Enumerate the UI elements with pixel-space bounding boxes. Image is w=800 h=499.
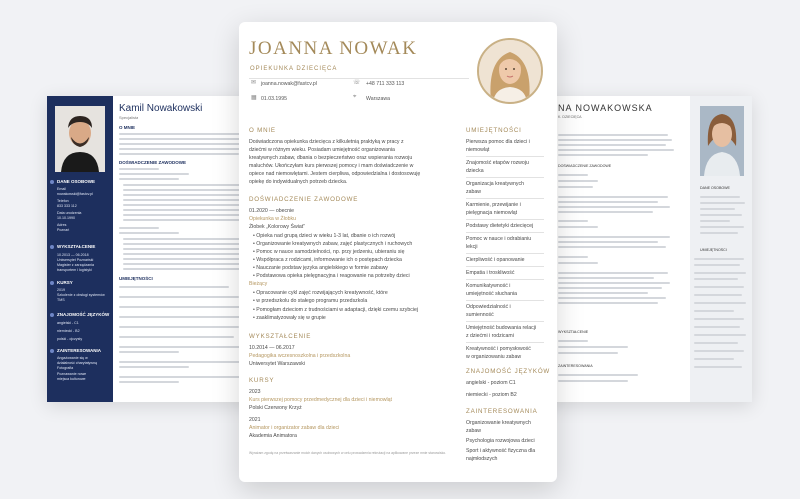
consent-clause: Wyrażam zgodę na przetwarzanie moich danych osobowych w celu prowadzenia rekrutacji na aplikowane przeze mnie stanowisko. [249,451,447,455]
right-cv-sidebar [690,96,752,402]
cv-subtitle: K. DZIECIĘCA [558,115,582,119]
section-heading: ZAINTERESOWANIA [558,364,593,368]
location-icon: ⌖ [353,94,357,100]
section-heading: WYKSZTAŁCENIE [57,244,96,249]
section-heading: DANE OSOBOWE [700,186,730,190]
email-icon: ✉ [251,80,257,86]
avatar [477,38,543,104]
section-heading: ZNAJOMOŚĆ JĘZYKÓW [57,312,110,317]
section-heading: ZNAJOMOŚĆ JĘZYKÓW [466,368,551,375]
phone-icon: ☏ [353,80,361,86]
section-heading: UMIEJĘTNOŚCI [119,276,153,281]
cv-template-center[interactable]: JOANNA NOWAK OPIEKUNKA DZIECIĘCA ✉ joanna.nowak@fastcv.pl ☏ +48 711 333 113 ▦ 01.03.1995 ⌖ Warszawa O MNIE Doświadczona opiekunka dziecięca z kilkuletnią praktyką w pracy z dziećmi w różnym wieku. Posiadam umiejętność organizowania kreatywnych zabaw, dbania o bezpieczeństwo oraz wspierania rozwoju maluchów. Ukończyłam kurs pierwszej pomocy i mam doświadczenie w opiece nad niemowlętami. Jestem cierpliwa, odpowiedzialna i dostosowuję opiekę do indywidualnych potrzeb dziecka. DOŚWIADCZENIE ZAWODOWE 01.2020 — obecnie Opiekunka w Żłobku Żłobek „Kolorowy Świat” • Opieka nad grupą dzieci w wieku 1-3 lat, dbanie o ich rozwój • Organizowanie kreatywnych zabaw, zajęć plastycznych i ruchowych • Pomoc w nauce samodzielności, np. przy jedzeniu, ubieraniu się • Współpraca z rodzicami, informowanie ich o postępach dziecka • Nauczanie podstaw języka angielskiego w formie zabawy • Podstawowa opieka pielęgnacyjna i reagowanie na potrzeby dzieci Bieżący • Opracowanie cykl zajęć rozwijających kreatywność, które • w przedszkolu do stałego programu przedszkola • Pomogłam dzieciom z trudnościami w adaptacji, dzięki czemu szybciej • zaaklimatyzowały się w grupie WYKSZTAŁCENIE 10.2014 — 06.2017 Pedagogika wczesnoszkolna i przedszkolna Uniwersytet Warszawski KURSY 2023 Kurs pierwszej pomocy przedmedycznej dla dzieci i niemowląt Polski Czerwony Krzyż 2021 Animator i organizator zabaw dla dzieci Akademia Animatora Wyrażam zgodę na przetwarzanie moich danych osobowych w celu prowadzenia rekrutacji na aplikowane przeze mnie stanowisko. UMIEJĘTNOŚCI Pierwsza pomoc dla dzieci i niemowląt Znajomość etapów rozwoju dziecka Organizacja kreatywnych zabaw Karmienie, przewijanie i pielęgnacja niemowląt Podstawy dietetyki dziecięcej Pomoc w nauce i odrabianiu lekcji Cierpliwość i opanowanie Empatia i troskliwość Komunikatywność i umiejętność słuchania Odpowiedzialność i sumienność Umiejętność budowania relacji z dziećmi i rodzicami Kreatywność i pomysłowość w organizowaniu zabaw ZNAJOMOŚĆ JĘZYKÓW angielski - poziom C1 niemiecki - poziom B2 ZAINTERESOWANIA Organizowanie kreatywnych zabaw Psychologia rozwojowa dzieci Sport i aktywność fizyczna dla najmłodszych [239,22,557,482]
cv-name: JOANNA NOWAK [249,38,418,59]
avatar [55,106,105,172]
avatar [700,106,744,176]
cv-name: Kamil Nowakowski [119,103,203,114]
section-heading: O MNIE [119,125,136,130]
cv-template-right[interactable] [540,96,752,402]
section-heading: DOŚWIADCZENIE ZAWODOWE [119,160,186,165]
section-heading: O MNIE [249,127,276,134]
section-heading: ZAINTERESOWANIA [57,348,102,353]
section-heading: UMIEJĘTNOŚCI [466,127,522,134]
section-heading: DANE OSOBOWE [57,179,96,184]
section-heading: ZAINTERESOWANIA [466,408,538,415]
city: Warszawa [366,96,391,102]
calendar-icon: ▦ [251,95,257,101]
email-field: joanna.nowak@fastcv.pl [261,81,317,87]
section-heading: WYKSZTAŁCENIE [558,330,589,334]
cv-subtitle: OPIEKUNKA DZIECIĘCA [250,66,338,72]
section-heading: KURSY [57,280,73,285]
left-cv-sidebar: DANE OSOBOWE Email nowakowski@fastcv.pl Telefon 833 333 112 Data urodzenia 10.10.1990 Adres Poznań WYKSZTAŁCENIE 10.2013 — 06.2018 Uniwersytet Poznański Magister z zarządzania transportem i logistyki KURSY 2019 Szkolenie z obsługi systemów TMS ZNAJOMOŚĆ JĘZYKÓW angielski - C1 niemiecki - B2 polski - ojczysty ZAINTERESOWANIA Angażowanie się w działalność charytatywną Fotografia Poznawanie nowe miejsca kulturowe [47,96,113,402]
section-heading: DOŚWIADCZENIE ZAWODOWE [558,164,612,168]
birth-date: 01.03.1995 [261,96,287,102]
section-heading: DOŚWIADCZENIE ZAWODOWE [249,196,359,203]
cv-name: NA NOWAKOWSKA [558,103,653,113]
phone-field: +48 711 333 113 [366,81,405,87]
section-heading: UMIEJĘTNOŚCI [700,248,727,252]
section-heading: KURSY [249,377,275,384]
cv-role: Specjalista [119,115,139,120]
section-heading: WYKSZTAŁCENIE [249,333,312,340]
